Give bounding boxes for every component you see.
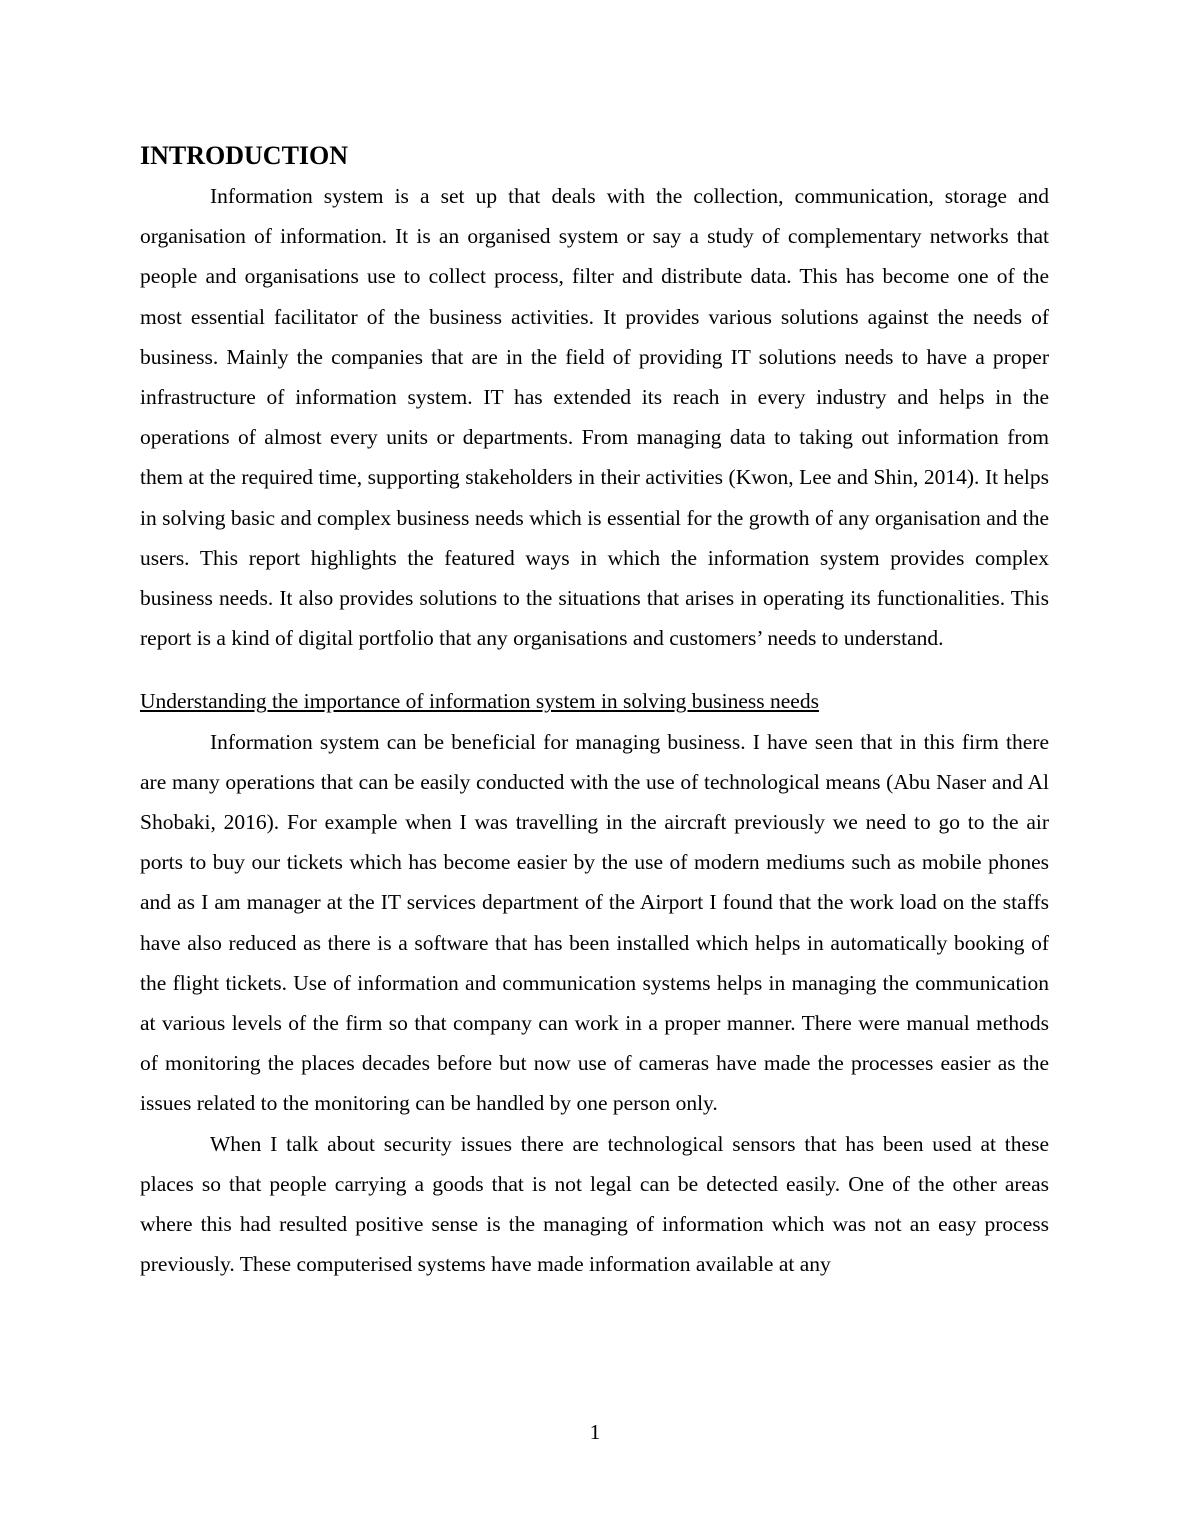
section-heading-importance: Understanding the importance of information system in solving business needs xyxy=(140,689,819,714)
importance-paragraph-2: When I talk about security issues there are technological sensors that has been used at these places so that people carrying a goods that is not legal can be detected easily. One of the other areas where this had resulted positive sense is the managing of information which was not an easy process previously. These computerised systems have made information available at any xyxy=(140,1131,1049,1277)
section-heading-introduction: INTRODUCTION xyxy=(140,141,349,170)
introduction-paragraph: Information system is a set up that deals with the collection, communication, storage and organisation of information. It is an organised system or say a study of complementary networks that people and organisations use to collect process, filter and distribute data. This has become one of the most essential facilitator of the business activities. It provides various solutions against the needs of business. Mainly the companies that are in the field of providing IT solutions needs to have a proper infrastructure of information system. IT has extended its reach in every industry and helps in the operations of almost every units or departments. From managing data to taking out information from them at the required time, supporting stakeholders in their activities (Kwon, Lee and Shin, 2014). It helps in solving basic and complex business needs which is essential for the growth of any organisation and the users. This report highlights the featured ways in which the information system provides complex business needs. It also provides solutions to the situations that arises in operating its functionalities. This report is a kind of digital portfolio that any organisations and customers’ needs to understand. xyxy=(140,184,1049,651)
section-spacer xyxy=(140,658,1049,681)
importance-paragraph-1: Information system can be beneficial for managing business. I have seen that in this firm there are many operations that can be easily conducted with the use of technological means (Abu Naser and Al Shobaki, 2016). For example when I was travelling in the aircraft previously we need to go to the air ports to buy our tickets which has become easier by the use of modern mediums such as mobile phones and as I am manager at the IT services department of the Airport I found that the work load on the staffs have also reduced as there is a software that has been installed which helps in automatically booking of the flight tickets. Use of information and communication systems helps in managing the communication at various levels of the firm so that company can work in a proper manner. There were manual methods of monitoring the places decades before but now use of cameras have made the processes easier as the issues related to the monitoring can be handled by one person only. xyxy=(140,729,1049,1116)
page-content xyxy=(140,140,1049,1284)
page-number: 1 xyxy=(589,1420,601,1444)
